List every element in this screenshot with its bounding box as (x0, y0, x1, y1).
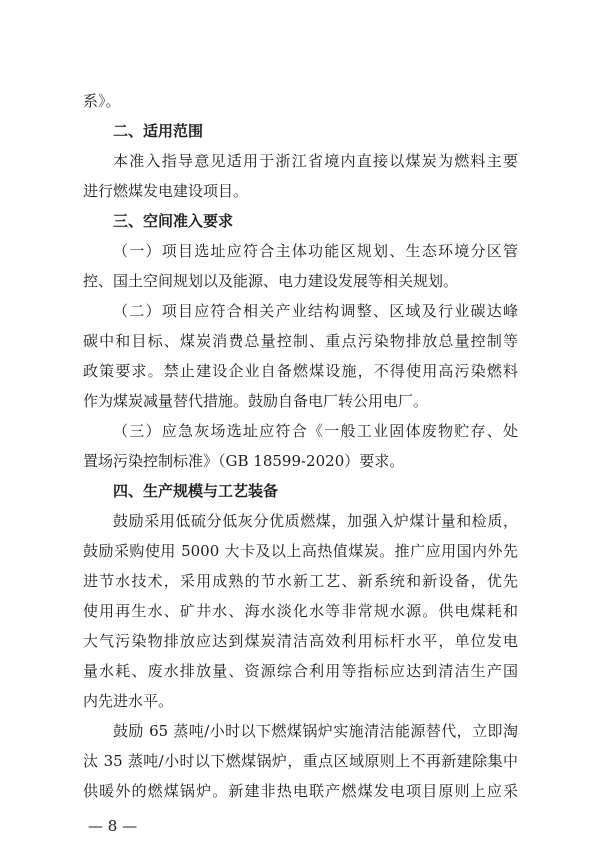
section-heading-production-scale: 四、生产规模与工艺装备 (113, 482, 279, 500)
paragraph-line: 鼓励采用低硫分低灰分优质燃煤，加强入炉煤计量和检质， (113, 512, 518, 530)
paragraph-line: 汰 35 蒸吨/小时以下燃煤锅炉，重点区域原则上不再新建除集中 (83, 752, 518, 770)
paragraph-line: 作为煤炭减量替代措施。鼓励自备电厂转公用电厂。 (83, 392, 429, 410)
paragraph-line: 碳中和目标、煤炭消费总量控制、重点污染物排放总量控制等 (83, 332, 518, 350)
paragraph-line: 大气污染物排放应达到煤炭清洁高效利用标杆水平，单位发电 (83, 632, 518, 650)
paragraph (83, 296, 518, 416)
paragraph-line: 进节水技术，采用成熟的节水新工艺、新系统和新设备，优先 (83, 572, 518, 590)
paragraph (83, 236, 518, 296)
page-number: — 8 — (88, 817, 138, 835)
paragraph-line: 供暖外的燃煤锅炉。新建非热电联产燃煤发电项目原则上应采 (83, 782, 518, 800)
section-heading-scope: 二、适用范围 (113, 122, 204, 140)
paragraph-line: （二）项目应符合相关产业结构调整、区域及行业碳达峰 (113, 302, 518, 320)
paragraph (83, 146, 518, 206)
paragraph (83, 716, 518, 806)
paragraph-line: 控、国土空间规划以及能源、电力建设发展等相关规划。 (83, 272, 459, 290)
paragraph-line: 本准入指导意见适用于浙江省境内直接以煤炭为燃料主要 (113, 152, 518, 170)
paragraph-line: （一）项目选址应符合主体功能区规划、生态环境分区管 (113, 242, 518, 260)
document-body (83, 86, 518, 806)
paragraph-line: 使用再生水、矿井水、海水淡化水等非常规水源。供电煤耗和 (83, 602, 518, 620)
paragraph-line: 量水耗、废水排放量、资源综合利用等指标应达到清洁生产国 (83, 662, 518, 680)
paragraph-line: （三）应急灰场选址应符合《一般工业固体废物贮存、处 (113, 422, 518, 440)
paragraph-line: 进行燃煤发电建设项目。 (83, 182, 249, 200)
paragraph (83, 506, 518, 716)
paragraph-line: 鼓励采购使用 5000 大卡及以上高热值煤炭。推广应用国内外先 (83, 542, 518, 560)
paragraph-line: 系》。 (83, 92, 121, 110)
paragraph-line: 内先进水平。 (83, 692, 174, 710)
paragraph (83, 416, 518, 476)
paragraph-line: 政策要求。禁止建设企业自备燃煤设施，不得使用高污染燃料 (83, 362, 518, 380)
section-heading-spatial-access: 三、空间准入要求 (113, 212, 234, 230)
paragraph-line: 鼓励 65 蒸吨/小时以下燃煤锅炉实施清洁能源替代，立即淘 (113, 722, 518, 740)
paragraph-line: 置场污染控制标准》（GB 18599-2020）要求。 (83, 452, 405, 470)
